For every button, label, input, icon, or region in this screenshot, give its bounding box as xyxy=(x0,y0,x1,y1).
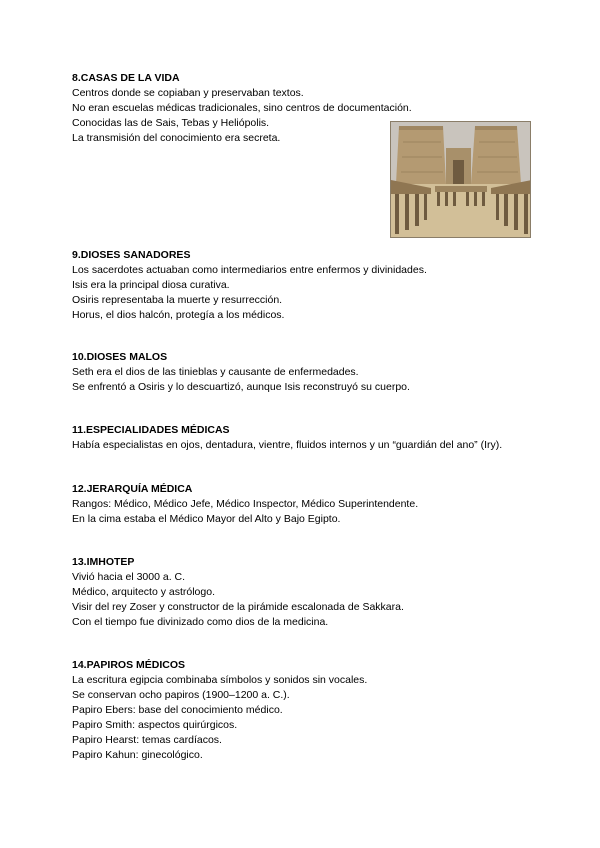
section-dioses-malos xyxy=(72,350,542,395)
section-line: Se conservan ocho papiros (1900–1200 a. C.). xyxy=(72,689,290,701)
section-line: Papiro Kahun: ginecológico. xyxy=(72,749,203,761)
section-line: La escritura egipcia combinaba símbolos y sonidos sin vocales. xyxy=(72,674,368,686)
section-line: No eran escuelas médicas tradicionales, sino centros de documentación. xyxy=(72,102,412,114)
section-imhotep xyxy=(72,555,542,630)
section-line: Había especialistas en ojos, dentadura, vientre, fluidos internos y un “guardián del ano” (Iry). xyxy=(72,439,503,451)
section-heading: 10.DIOSES MALOS xyxy=(72,351,168,363)
section-line: Vivió hacia el 3000 a. C. xyxy=(72,571,186,583)
section-line: Se enfrentó a Osiris y lo descuartizó, aunque Isis reconstruyó su cuerpo. xyxy=(72,381,410,393)
section-line: Seth era el dios de las tinieblas y causante de enfermedades. xyxy=(72,366,359,378)
section-line: Con el tiempo fue divinizado como dios de la medicina. xyxy=(72,616,329,628)
section-line: Horus, el dios halcón, protegía a los médicos. xyxy=(72,309,285,321)
section-line: Conocidas las de Sais, Tebas y Heliópolis. xyxy=(72,117,270,129)
section-line: Osiris representaba la muerte y resurrección. xyxy=(72,294,283,306)
temple-illustration xyxy=(391,122,531,238)
section-heading: 11.ESPECIALIDADES MÉDICAS xyxy=(72,424,230,436)
section-dioses-sanadores xyxy=(72,248,542,323)
section-especialidades-medicas xyxy=(72,423,542,453)
section-heading: 8.CASAS DE LA VIDA xyxy=(72,72,180,84)
section-heading: 9.DIOSES SANADORES xyxy=(72,249,191,261)
section-line: Médico, arquitecto y astrólogo. xyxy=(72,586,215,598)
section-heading: 14.PAPIROS MÉDICOS xyxy=(72,659,185,671)
section-line: Centros donde se copiaban y preservaban textos. xyxy=(72,87,304,99)
section-line: En la cima estaba el Médico Mayor del Alto y Bajo Egipto. xyxy=(72,513,341,525)
section-line: Papiro Hearst: temas cardíacos. xyxy=(72,734,222,746)
section-line: Visir del rey Zoser y constructor de la pirámide escalonada de Sakkara. xyxy=(72,601,404,613)
section-line: Papiro Ebers: base del conocimiento médico. xyxy=(72,704,283,716)
section-jerarquia-medica xyxy=(72,482,542,527)
section-heading: 12.JERARQUÍA MÉDICA xyxy=(72,483,193,495)
section-papiros-medicos xyxy=(72,658,542,763)
temple-photo xyxy=(390,121,531,238)
section-line: La transmisión del conocimiento era secreta. xyxy=(72,132,281,144)
section-line: Rangos: Médico, Médico Jefe, Médico Inspector, Médico Superintendente. xyxy=(72,498,419,510)
section-heading: 13.IMHOTEP xyxy=(72,556,135,568)
section-line: Los sacerdotes actuaban como intermediarios entre enfermos y divinidades. xyxy=(72,264,427,276)
section-line: Papiro Smith: aspectos quirúrgicos. xyxy=(72,719,238,731)
section-line: Isis era la principal diosa curativa. xyxy=(72,279,230,291)
